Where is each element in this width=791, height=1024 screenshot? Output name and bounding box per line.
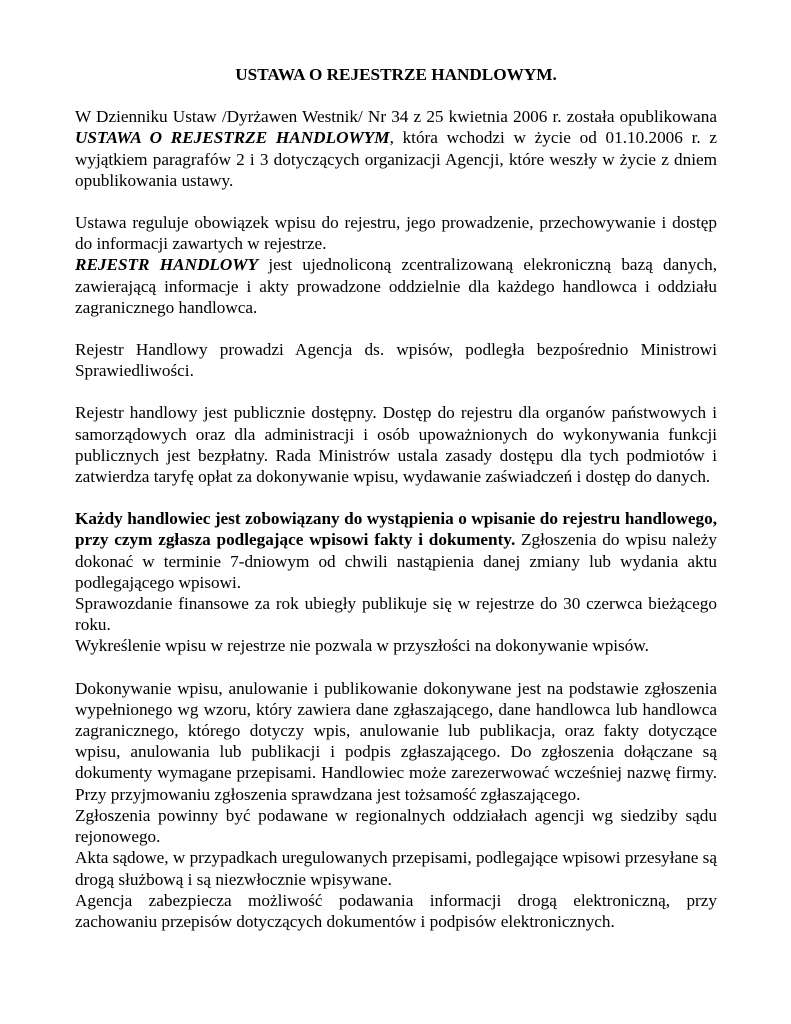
paragraph-deletion: Wykreślenie wpisu w rejestrze nie pozwala w przyszłości na dokonywanie wpisów. xyxy=(75,636,649,656)
paragraph-publication-text-1: W Dzienniku Ustaw /Dyrżawen Westnik/ Nr 34 z 25 kwietnia 2006 r. została opublikowana xyxy=(75,107,717,127)
paragraph-obligation xyxy=(75,508,717,593)
paragraph-financial-report: Sprawozdanie finansowe za rok ubiegły publikuje się w rejestrze do 30 czerwca bieżącego roku. xyxy=(75,594,717,635)
paragraph-public-access: Rejestr handlowy jest publicznie dostępny. Dostęp do rejestru dla organów państwowych i samorządowych oraz dla administracji i osób upoważnionych do wykonywania funkcji publicznych jest bezpłatny. Rada Ministrów ustala zasady dostępu dla tych podmiotów i zatwierdza taryfę opłat za dokonywanie wpisu, wydawanie zaświadczeń i dostęp do danych. xyxy=(75,403,717,487)
paragraph-procedure: Dokonywanie wpisu, anulowanie i publikowanie dokonywane jest na podstawie zgłoszenia wypełnionego wg wzoru, który zawiera dane zgłaszającego, dane handlowca lub handlowca zagranicznego, którego dotyczy wpis, anulowanie lub publikacja, oraz fakty dotyczące wpisu, anulowania lub publikacji i podpis zgłaszającego. Do zgłoszenia dołączane są dokumenty wymagane przepisami. Handlowiec może zarezerwować wcześniej nazwę firmy. Przy przyjmowaniu zgłoszenia sprawdzana jest tożsamość zgłaszającego. xyxy=(75,678,717,804)
paragraph-publication xyxy=(75,106,717,191)
paragraph-electronic: Agencja zabezpiecza możliwość podawania informacji drogą elektroniczną, przy zachowaniu przepisów dotyczących dokumentów i podpisów elektronicznych. xyxy=(75,890,717,931)
obligation-emphasis: Każdy handlowiec jest zobowiązany do wystąpienia o wpisanie do rejestru handlowego, przy czym zgłasza podlegające wpisowi fakty i dokumenty. xyxy=(75,509,717,550)
paragraph-publication-text-2: , która wchodzi w życie od 01.10.2006 r. z wyjątkiem paragrafów 2 i 3 dotyczących organizacji Agencji, które weszły w życie z dniem opublikowania ustawy. xyxy=(75,128,717,190)
paragraph-court-files: Akta sądowe, w przypadkach uregulowanych przepisami, podlegające wpisowi przesyłane są drogą służbową i są niezwłocznie wpisywane. xyxy=(75,848,717,889)
paragraph-agency: Rejestr Handlowy prowadzi Agencja ds. wpisów, podległa bezpośrednio Ministrowi Sprawiedliwości. xyxy=(75,340,717,381)
law-name-emphasis: USTAWA O REJESTRZE HANDLOWYM xyxy=(75,128,390,148)
document-title: USTAWA O REJESTRZE HANDLOWYM. xyxy=(235,65,557,84)
paragraph-register-definition xyxy=(75,254,717,318)
paragraph-regional-offices: Zgłoszenia powinny być podawane w regionalnych oddziałach agencji wg siedziby sądu rejonowego. xyxy=(75,805,717,847)
paragraph-obligation-text: Zgłoszenia do wpisu należy dokonać w terminie 7-dniowym od chwili nastąpienia danej zmiany lub wydania aktu podlegającego wpisowi. xyxy=(75,530,717,592)
document-page xyxy=(75,64,717,932)
paragraph-scope: Ustawa reguluje obowiązek wpisu do rejestru, jego prowadzenie, przechowywanie i dostęp do informacji zawartych w rejestrze. xyxy=(75,213,717,254)
paragraph-register-definition-text: jest ujednoliconą zcentralizowaną elekroniczną bazą danych, zawierającą informacje i akty prowadzone oddzielnie dla każdego handlowca i oddziału zagranicznego handlowca. xyxy=(75,255,717,317)
register-name-emphasis: REJESTR HANDLOWY xyxy=(75,255,259,275)
